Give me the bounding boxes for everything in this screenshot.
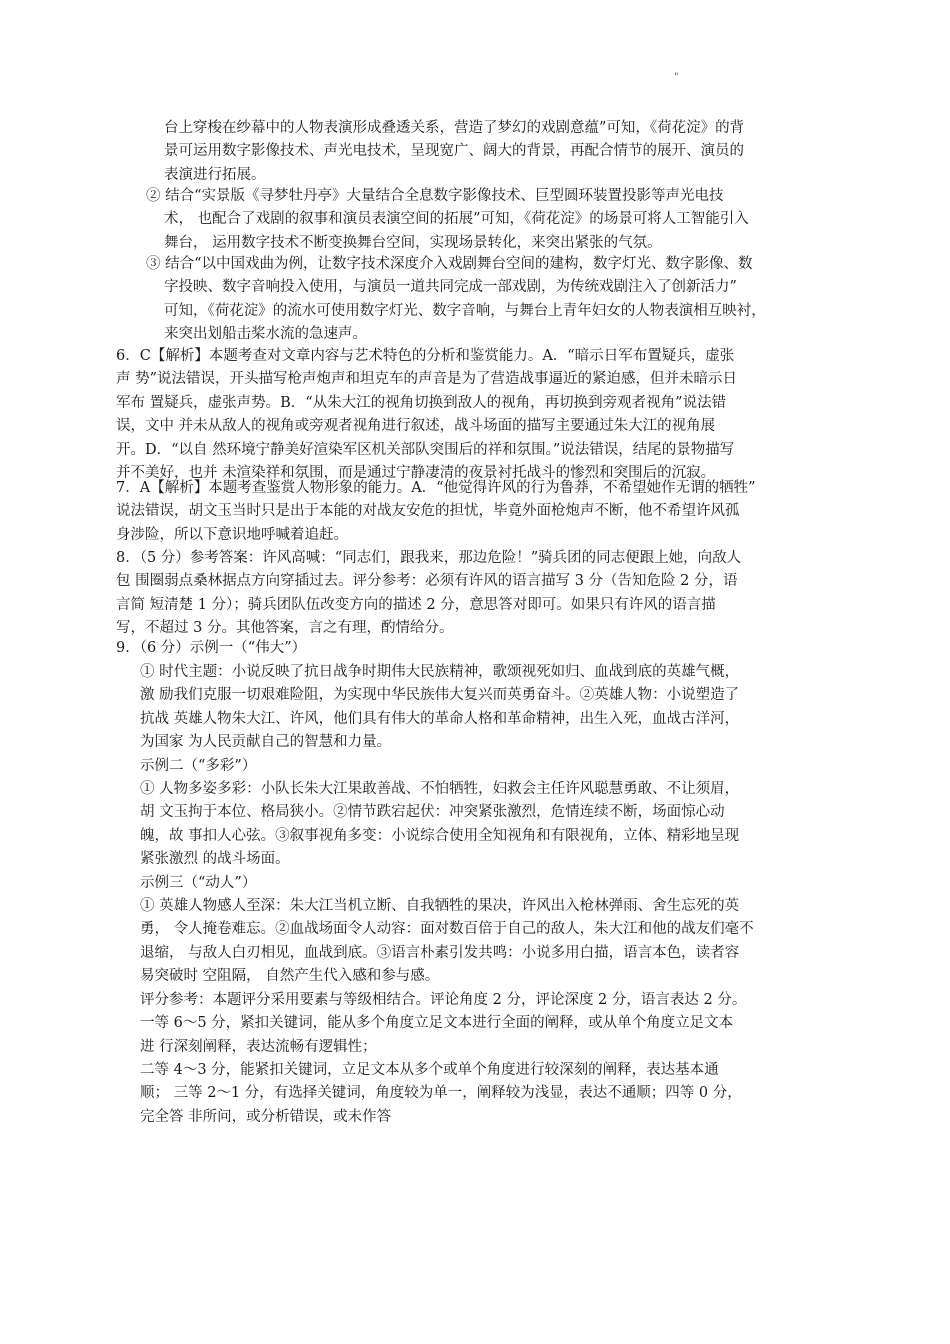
text-line: 写，不超过 3 分。其他答案，言之有理，酌情给分。 [116, 620, 454, 637]
header-mark: " [674, 72, 679, 83]
example-label: 示例二（“多彩”） [140, 757, 257, 774]
text-line: 7．A【解析】本题考查鉴赏人物形象的能力。A．“他觉得许风的行为鲁莽，不希望她作无谓的牺牲” [116, 480, 756, 496]
text-line: 景可运用数字影像技术、声光电技术，呈现宽广、阔大的背景，再配合情节的展开、演员的 [164, 143, 744, 160]
text-line: 激 励我们克服一切艰难险阻，为实现中华民族伟大复兴而英勇奋斗。②英雄人物：小说塑造了 [140, 687, 740, 704]
text-line: 可知，《荷花淀》的流水可使用数字灯光、数字音响，与舞台上青年妇女的人物表演相互映衬， [164, 302, 766, 319]
text-line: ② 结合“实景版《寻梦牡丹亭》大量结合全息数字影像技术、巨型圆环装置投影等声光电技 [146, 188, 724, 204]
question-6-answer [116, 345, 737, 485]
question-8-answer [116, 547, 741, 641]
text-line: ① 英雄人物感人至深：朱大江当机立断、自我牺牲的果决，许风出入枪林弹雨、舍生忘死的英 [140, 898, 740, 915]
scoring-line: 评分参考：本题评分采用要素与等级相结合。评论角度 2 分，评论深度 2 分，语言表达 2 分。 [140, 991, 747, 1008]
text-line: 勇， 令人掩卷难忘。②血战场面令人动容：面对数百倍于自己的敌人，朱大江和他的战友们毫不 [140, 921, 754, 938]
scoring-line: 完全答 非所问，或分析错误，或未作答 [140, 1108, 392, 1125]
text-line: 6．C【解析】本题考查对文章内容与艺术特色的分析和鉴赏能力。A．“暗示日军布置疑兵，虚张 [116, 348, 735, 364]
text-line: 易突破时 空阻隔， 自然产生代入感和参与感。 [140, 968, 440, 985]
text-line: 为国家 为人民贡献自己的智慧和力量。 [140, 734, 392, 751]
point-2-paragraph [146, 185, 749, 255]
text-line: 抗战 英雄人物朱大江、许风，他们具有伟大的革命人格和革命精神，出生入死，血战古洋河， [140, 710, 740, 727]
text-line: 军布 置疑兵，虚张声势。B．“从朱大江的视角切换到敌人的视角，再切换到旁观者视角”说法错 [116, 394, 727, 411]
question-9-answer [140, 661, 754, 1129]
text-line: 台上穿梭在纱幕中的人物表演形成叠透关系，营造了梦幻的戏剧意蕴”可知，《荷花淀》的背 [164, 120, 745, 136]
scoring-line: 二等 4～3 分，能紧扣关键词，立足文本从多个或单个角度进行较深刻的阐释，表达基本通 [140, 1061, 719, 1078]
text-line: 身涉险，所以下意识地呼喊着追赶。 [116, 526, 348, 543]
text-line: 并不美好，也并 未渲染祥和氛围，而是通过宁静凄清的夜景衬托战斗的惨烈和突围后的沉寂。 [116, 465, 716, 482]
question-9-heading [116, 637, 306, 660]
text-line: 言简 短清楚 1 分）；骑兵团队伍改变方向的描述 2 分，意思答对即可。如果只有许风的语言描 [116, 596, 716, 613]
text-line: ① 人物多姿多彩：小队长朱大江果敢善战、不怕牺牲，妇救会主任许风聪慧勇敢、不让须眉， [140, 781, 740, 798]
scoring-line: 进 行深刻阐释，表达流畅有逻辑性； [140, 1038, 377, 1055]
text-line: 声 势”说法错误，开头描写枪声炮声和坦克车的声音是为了营造战事逼近的紧迫感，但并未暗示日 [116, 371, 738, 388]
text-line: ③ 结合“以中国戏曲为例，让数字技术深度介入戏剧舞台空间的建构，数字灯光、数字影像、数 [146, 256, 753, 272]
question-7-answer [116, 477, 756, 547]
text-line: 字投映、数字音响投入使用，与演员一道共同完成一部戏剧，为传统戏剧注入了创新活力” [164, 279, 737, 296]
scoring-line: 顺； 三等 2～1 分，有选择关键词，角度较为单一，阐释较为浅显，表达不通顺；四等 0 分， [140, 1085, 742, 1102]
text-line: 退缩， 与敌人白刃相见，血战到底。③语言朴素引发共鸣：小说多用白描，语言本色，读者容 [140, 944, 740, 961]
stage-background-paragraph [164, 117, 744, 187]
text-line: 9．（6 分）示例一（“伟大”） [116, 640, 307, 656]
text-line: 说法错误，胡文玉当时只是出于本能的对战友安危的担忧，毕竟外面枪炮声不断，他不希望许风孤 [116, 503, 740, 520]
text-line: 包 围圈弱点桑林据点方向穿插过去。评分参考：必须有许风的语言描写 3 分（告知危险 2 分，语 [116, 573, 738, 590]
text-line: 舞台， 运用数字技术不断变换舞台空间，实现场景转化，来突出紧张的气氛。 [164, 234, 662, 251]
scoring-line: 一等 6～5 分，紧扣关键词，能从多个角度立足文本进行全面的阐释，或从单个角度立足文本 [140, 1015, 734, 1032]
text-line: 误，文中 并未从敌人的视角或旁观者视角进行叙述，战斗场面的描写主要通过朱大江的视角展 [116, 418, 716, 435]
text-line: 魄，故 事扣人心弦。③叙事视角多变：小说综合使用全知视角和有限视角，立体、精彩地呈现 [140, 827, 740, 844]
text-line: 表演进行拓展。 [164, 166, 266, 183]
text-line: 紧张激烈 的战斗场面。 [140, 851, 290, 868]
text-line: 来突出划船击桨水流的急速声。 [164, 326, 367, 343]
example-label: 示例三（“动人”） [140, 874, 257, 891]
text-line: 术， 也配合了戏剧的叙事和演员表演空间的拓展”可知，《荷花淀》的场景可将人工智能引入 [164, 211, 749, 228]
text-line: 开。D．“以自 然环境宁静美好渲染军区机关部队突围后的祥和氛围。”说法错误，结尾的景物描写 [116, 441, 735, 458]
text-line: 8．（5 分）参考答案：许风高喊：“同志们，跟我来，那边危险！”骑兵团的同志便跟上她，向敌人 [116, 550, 742, 566]
text-line: 胡 文玉拘于本位、格局狭小。②情节跌宕起伏：冲突紧张激烈，危情连续不断，场面惊心动 [140, 804, 725, 821]
text-line: ① 时代主题：小说反映了抗日战争时期伟大民族精神，歌颂视死如归、血战到底的英雄气概， [140, 664, 740, 680]
point-3-paragraph [146, 253, 766, 347]
